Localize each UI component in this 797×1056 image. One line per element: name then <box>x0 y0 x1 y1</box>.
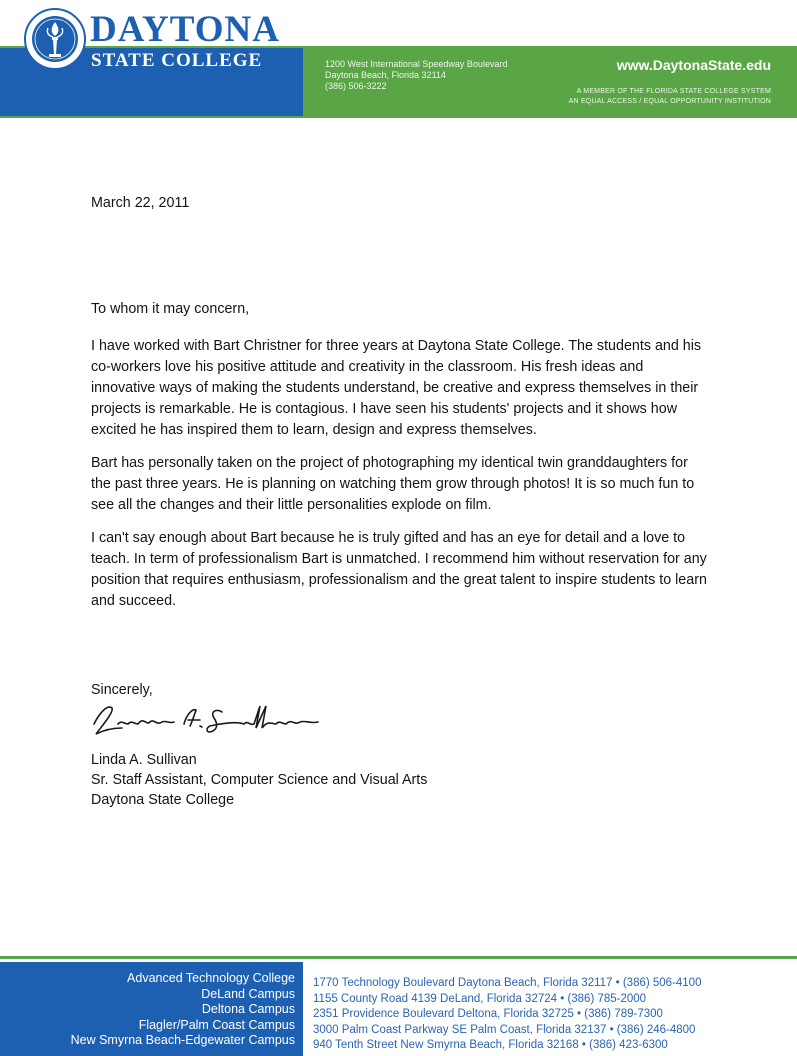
campus-name: New Smyrna Beach-Edgewater Campus <box>70 1033 295 1048</box>
letter-body <box>91 336 711 624</box>
footer-campus-names <box>71 971 295 1049</box>
member-line-equal-access: AN EQUAL ACCESS / EQUAL OPPORTUNITY INSTITUTION <box>568 98 771 105</box>
header-address-city: Daytona Beach, Florida 32114 <box>325 70 446 80</box>
signer-title: Sr. Staff Assistant, Computer Science and Visual Arts <box>91 772 428 788</box>
member-line-system: A MEMBER OF THE FLORIDA STATE COLLEGE SYSTEM <box>576 88 771 95</box>
letter-closing: Sincerely, <box>91 682 153 698</box>
campus-name: Advanced Technology College <box>127 971 295 985</box>
header-rule-bottom <box>0 116 797 118</box>
college-seal-icon <box>24 8 86 70</box>
header-website: www.DaytonaState.edu <box>616 57 771 73</box>
signer-name: Linda A. Sullivan <box>91 752 197 768</box>
footer-campus-addresses <box>313 976 701 1054</box>
letter-paragraph-3: I can't say enough about Bart because he is truly gifted and has an eye for detail and a love to teach. In term of professionalism Bart is unmatched. I recommend him without reservation for any position that requires enthusiasm, professionalism and the great talent to inspire students to learn and succeed. <box>91 530 707 609</box>
campus-name: Flagler/Palm Coast Campus <box>138 1017 295 1032</box>
campus-name: DeLand Campus <box>201 986 295 1001</box>
campus-name: Deltona Campus <box>201 1002 295 1017</box>
campus-address: 940 Tenth Street New Smyrna Beach, Florida 32168 • (386) 423-6300 <box>313 1039 668 1052</box>
college-name-daytona: DAYTONA <box>90 9 280 50</box>
college-name-state-college: STATE COLLEGE <box>91 50 263 71</box>
campus-address: 3000 Palm Coast Parkway SE Palm Coast, Florida 32137 • (386) 246-4800 <box>313 1023 696 1036</box>
signature-block <box>91 750 711 810</box>
letter-paragraph-1: I have worked with Bart Christner for three years at Daytona State College. The students and his co-workers love his positive attitude and creativity in the classroom. His fresh ideas and innovative ways of making the students understand, be creative and express themselves in their projects is remarkable. He is contagious. I have seen his students' projects and it shows how excited he has inspired them to learn, design and express themselves. <box>91 338 702 438</box>
header-member-statement <box>569 87 771 107</box>
header-address <box>325 59 507 92</box>
campus-address: 1155 County Road 4139 DeLand, Florida 32724 • (386) 785-2000 <box>313 992 647 1005</box>
header-address-phone: (386) 506-3222 <box>325 81 387 91</box>
header-address-street: 1200 West International Speedway Boulevard <box>325 59 508 69</box>
footer-rule <box>0 956 797 959</box>
letter-salutation: To whom it may concern, <box>91 301 250 317</box>
handwritten-signature <box>88 694 328 742</box>
campus-address: 2351 Providence Boulevard Deltona, Florida 32725 • (386) 789-7300 <box>313 1008 663 1021</box>
campus-address: 1770 Technology Boulevard Daytona Beach, Florida 32117 • (386) 506-4100 <box>313 977 702 989</box>
letter-date: March 22, 2011 <box>91 195 190 211</box>
letter-paragraph-2: Bart has personally taken on the project of photographing my identical twin granddaughters for the past three years. He is planning on watching them grow through photos! It is so much fun to see all the changes and their little personalities explode on film. <box>91 455 695 513</box>
signer-organization: Daytona State College <box>91 792 235 808</box>
